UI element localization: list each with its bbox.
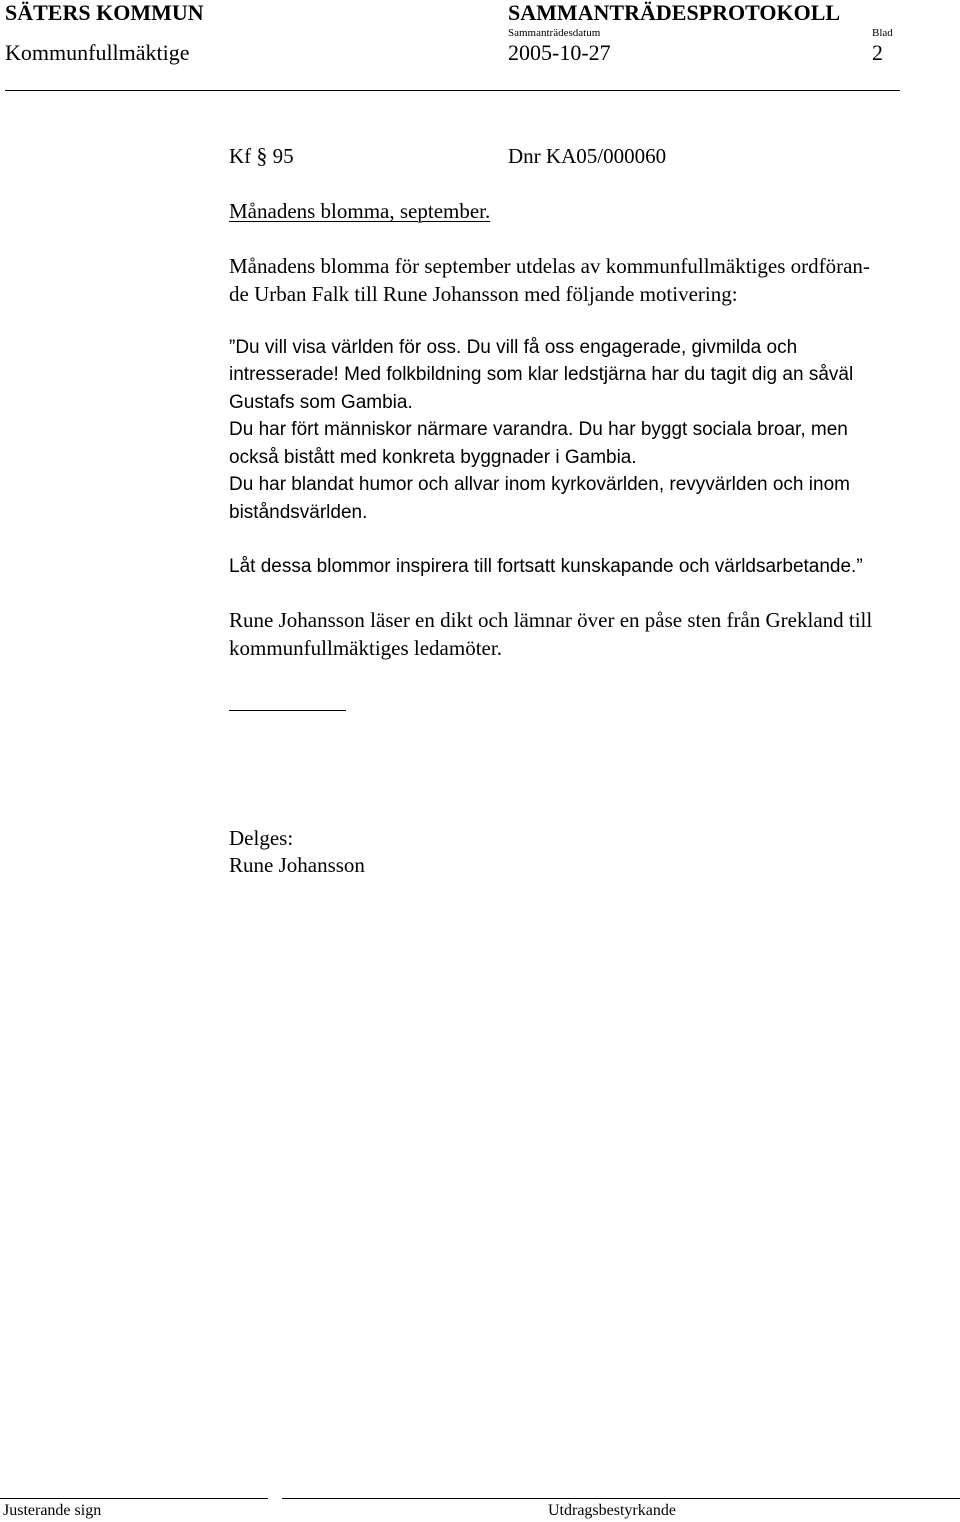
- municipality-name: SÄTERS KOMMUN: [5, 0, 204, 25]
- motivation-line: biståndsvärlden.: [229, 502, 368, 523]
- paragraph-number: 95: [272, 144, 294, 168]
- motivation-line: ”Du vill visa världen för oss. Du vill få oss engagerade, givmilda och: [229, 337, 798, 358]
- footer-divider-left: [0, 1498, 268, 1499]
- motivation-line: också bistått med konkreta byggnader i Gambia.: [229, 447, 637, 468]
- date-label: Sammanträdesdatum: [508, 27, 601, 39]
- closing-line: Rune Johansson läser en dikt och lämnar över en påse sten från Grekland till: [229, 608, 873, 632]
- committee-name: Kommunfullmäktige: [5, 40, 190, 65]
- footer-utdragsbestyrkande: Utdragsbestyrkande: [548, 1502, 676, 1519]
- case-paragraph: [229, 142, 294, 170]
- document-type: SAMMANTRÄDESPROTOKOLL: [508, 0, 841, 25]
- section-separator: [229, 710, 346, 711]
- motivation-closing: Låt dessa blommor inspirera till fortsatt kunskapande och världsarbetande.”: [229, 556, 863, 577]
- distribution-recipient: Rune Johansson: [229, 853, 365, 877]
- motivation-line: intresserade! Med folkbildning som klar ledstjärna har du tagit dig an såväl: [229, 364, 854, 385]
- case-dnr: Dnr KA05/000060: [508, 144, 667, 168]
- meeting-date: 2005-10-27: [508, 40, 611, 65]
- distribution-label: Delges:: [229, 826, 294, 850]
- page-label: Blad: [872, 27, 893, 39]
- intro-line: Månadens blomma för september utdelas av kommunfullmäktiges ordföran-: [229, 254, 870, 278]
- footer-divider-right: [282, 1498, 960, 1499]
- section-sign: §: [256, 143, 268, 168]
- footer-justerande-sign: Justerande sign: [3, 1502, 102, 1519]
- motivation-line: Du har fört människor närmare varandra. Du har byggt sociala broar, men: [229, 419, 848, 440]
- motivation-line: Du har blandat humor och allvar inom kyrkovärlden, revyvärlden och inom: [229, 474, 850, 495]
- paragraph-prefix: Kf: [229, 144, 252, 168]
- page-number: 2: [872, 40, 883, 65]
- case-title: Månadens blomma, september.: [229, 199, 491, 223]
- header-divider: [5, 90, 900, 91]
- intro-line: de Urban Falk till Rune Johansson med följande motivering:: [229, 282, 738, 306]
- motivation-line: Gustafs som Gambia.: [229, 392, 413, 413]
- closing-line: kommunfullmäktiges ledamöter.: [229, 636, 502, 660]
